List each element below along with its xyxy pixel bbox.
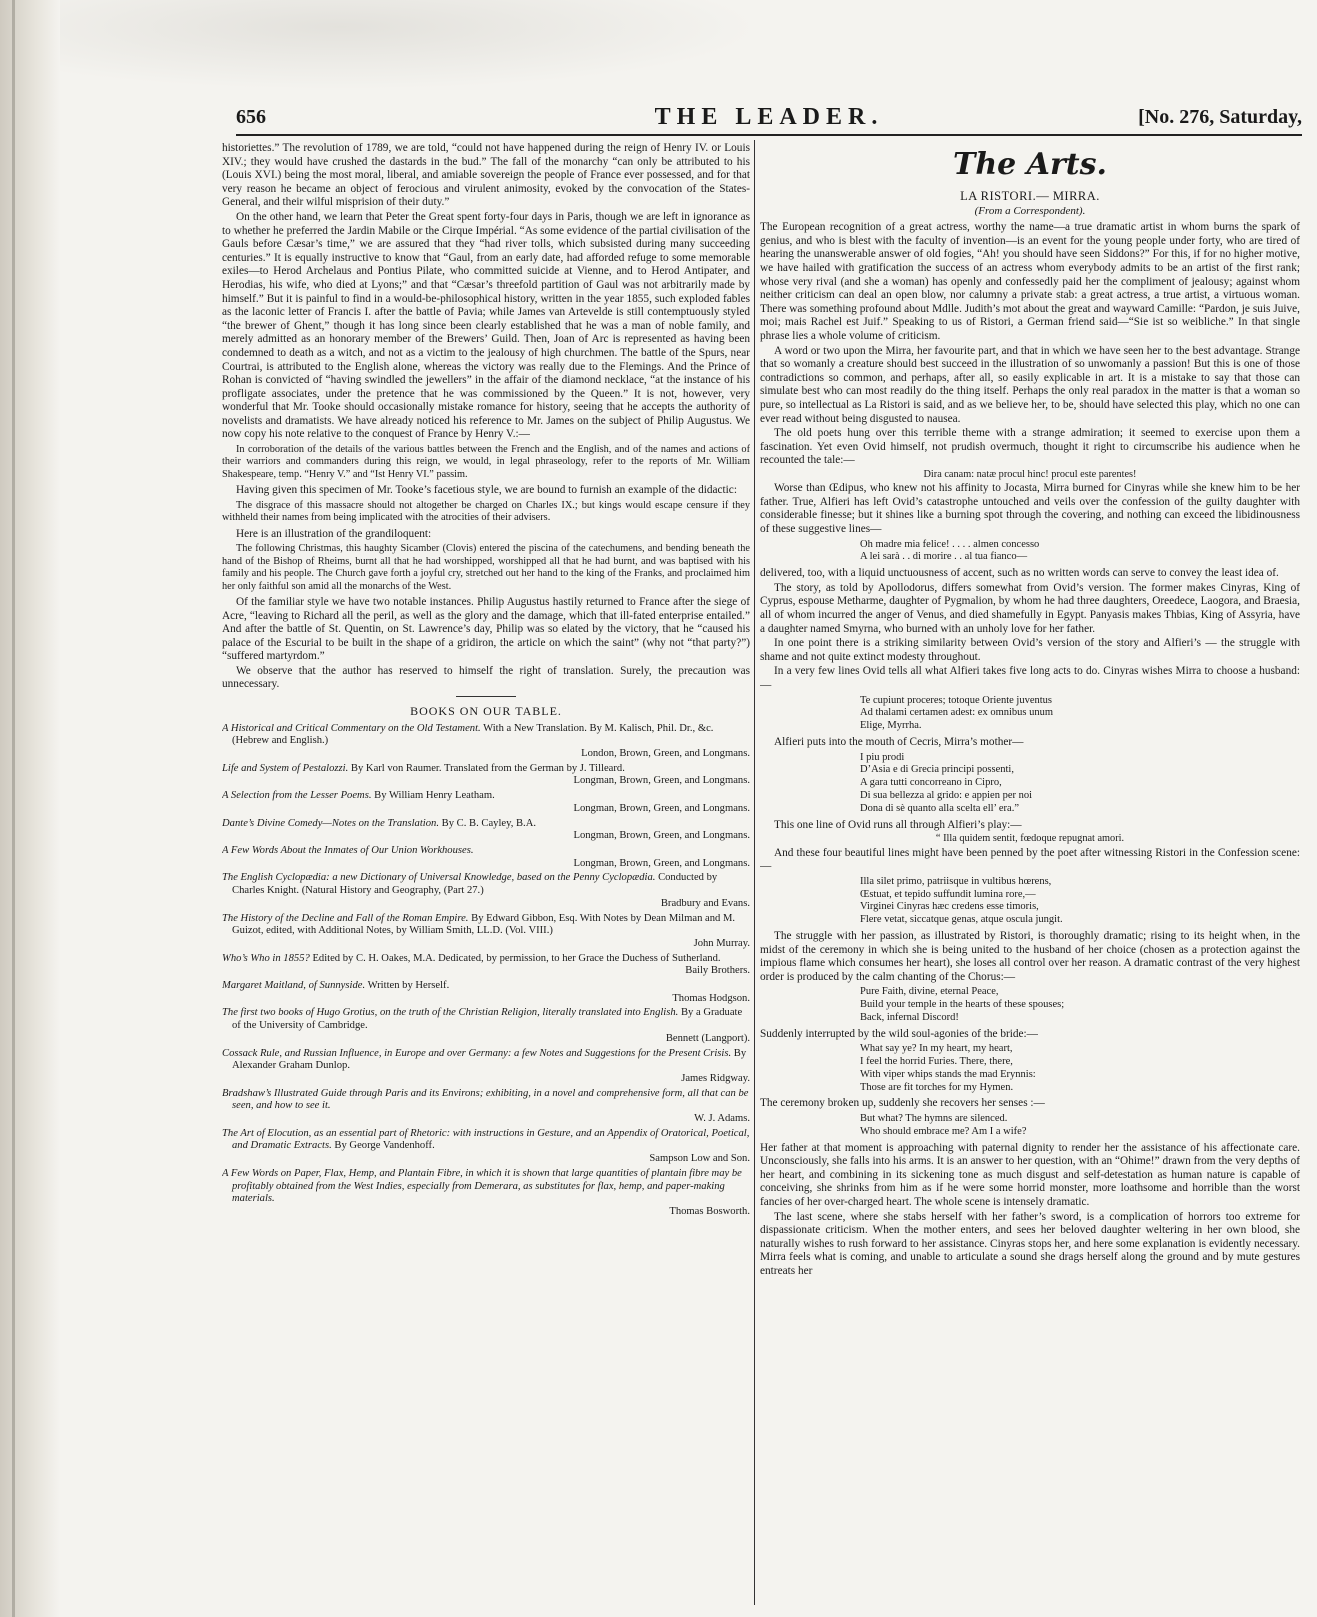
book-entry xyxy=(222,845,750,870)
book-entry xyxy=(222,1048,750,1086)
book-title: A Few Words on Paper, Flax, Hemp, and Plantain Fibre, in which it is shown that large quantities of plantain fibre may be profitably obtained from the West Indies, especially from Demerara, as substitutes for flax, hemp, and paper-making materials. xyxy=(222,1167,742,1205)
book-publisher: Thomas Bosworth. xyxy=(669,1205,750,1217)
verse-block xyxy=(860,876,1300,927)
block-quote: The disgrace of this massacre should not altogether be charged on Charles IX.; but kings would escape censure if they withheld their names from being implicated with the atrocities of their advisers. xyxy=(222,499,750,524)
book-publisher: Longman, Brown, Green, and Longmans. xyxy=(573,775,750,787)
book-detail: Written by Herself. xyxy=(367,980,450,992)
column-divider xyxy=(754,140,755,1605)
block-quote: The following Christmas, this haughty Sicamber (Clovis) entered the piscina of the catechumens, and bending beneath the hand of the Bishop of Rheims, burnt all that he had worshipped, worshipped all that he had burnt, and was baptised with his family and his people. The Church gave forth a joyful cry, stretched out her hand to the king of the Franks, and proclaimed him her only faithful son amid all the monarchs of the West. xyxy=(222,543,750,592)
book-publisher: Longman, Brown, Green, and Longmans. xyxy=(573,802,750,814)
book-publisher: Bennett (Langport). xyxy=(665,1032,750,1044)
paragraph: Of the familiar style we have two notable instances. Philip Augustus hastily returned to France after the siege of Acre, “leaving to Richard all the peril, as well as the glory and the damage, which that ill-fated enterprise entailed.” And after the battle of St. Quentin, on St. Lawrence’s day, Philip was so elated by the victory, that he “caused his palace of the Escurial to be built in the shape of a gridiron, the article on which the saint” (why not “that party?”) “suffered martyrdom.” xyxy=(222,595,750,663)
paragraph: historiettes.” The revolution of 1789, we are told, “could not have happened during the reign of Henry IV. or Louis XIV.; they would have crushed the dastards in the bud.” The fall of the monarchy “can only be attributed to his (Louis XVI.) being the most moral, liberal, and amiable sovereign the people of France ever possessed, and for that very reason he became an object of ferocious and virulent animosity, evoked by the convocation of the States-General, and their wilful misprision of their duty.” xyxy=(222,142,750,209)
verse-block xyxy=(860,1043,1300,1094)
book-entry xyxy=(222,953,750,978)
book-detail: By George Vandenhoff. xyxy=(334,1140,435,1152)
book-publisher: Baily Brothers. xyxy=(685,965,750,977)
paragraph: Suddenly interrupted by the wild soul-agonies of the bride:— xyxy=(760,1027,1038,1040)
verse-line: Virginei Cinyras hæc credens esse timoris, xyxy=(860,901,1039,913)
verse-block xyxy=(860,752,1300,816)
verse-line: What say ye? In my heart, my heart, xyxy=(860,1043,1013,1055)
book-publisher: Thomas Hodgson. xyxy=(672,992,750,1004)
paragraph: And these four beautiful lines might have been penned by the poet after witnessing Ristori in the Confession scene:— xyxy=(760,846,1300,873)
book-title: A Historical and Critical Commentary on the Old Testament. xyxy=(222,722,481,734)
book-publisher: Sampson Low and Son. xyxy=(649,1153,750,1165)
article-title: LA RISTORI.— MIRRA. xyxy=(960,189,1100,203)
section-rule xyxy=(456,696,516,697)
section-title: The Arts. xyxy=(953,147,1107,182)
paragraph: In one point there is a striking similarity between Ovid’s version of the story and Alfieri’s — the struggle with shame and not quite extinct modesty throughout. xyxy=(760,637,1300,663)
book-detail: Conducted by Charles Knight. (Natural History and Geography, (Part 27.) xyxy=(232,872,718,897)
book-detail: By Karl von Raumer. Translated from the German by J. Tilleard. xyxy=(350,762,625,774)
paragraph: The last scene, where she stabs herself with her father’s sword, is a complication of horrors too extreme for dispassionate criticism. When the mother enters, and sees her beloved daughter weltering in her own blood, she naturally wishes to rush forward to her assistance. Cinyras stops her, and here some explanation is evidently necessary. Mirra feels what is coming, and unable to articulate a sound she drags herself along the ground and by mute gestures entreats her xyxy=(760,1210,1300,1278)
paragraph: The story, as told by Apollodorus, differs somewhat from Ovid’s version. The former makes Cinyras, King of Cyprus, espouse Metharme, daughter of Pygmalion, by whom he had three daughters, Oreedece, Laogora, and Braesia, all of whom incurred the anger of Venus, and died shamefully in Egypt. Panyasis makes Thbias, King of Assyria, have a daughter named Smyrna, who burned with an unholy love for her father. xyxy=(760,581,1300,635)
book-title: Who’s Who in 1855? xyxy=(222,952,310,964)
paragraph: The old poets hung over this terrible theme with a strange admiration; it seemed to exercise upon them a fascination. Yet even Ovid himself, not prudish overmuch, thought it right to circumscribe his audience when he recounted the tale:— xyxy=(760,427,1300,467)
book-entry xyxy=(222,763,750,788)
verse-block xyxy=(860,539,1300,565)
verse-line: Those are fit torches for my Hymen. xyxy=(860,1081,1014,1093)
book-publisher: London, Brown, Green, and Longmans. xyxy=(581,748,750,760)
book-publisher: Longman, Brown, Green, and Longmans. xyxy=(573,830,750,842)
book-entry xyxy=(222,790,750,815)
book-entry xyxy=(222,1128,750,1166)
page-binding-shadow xyxy=(0,0,60,1617)
verse-block xyxy=(860,695,1300,733)
book-entry xyxy=(222,723,750,761)
book-publisher: Bradbury and Evans. xyxy=(660,897,750,909)
right-column xyxy=(760,142,1300,1604)
left-column xyxy=(222,142,750,1604)
verse-line: Dira canam: natæ procul hinc! procul este parentes! xyxy=(923,468,1137,480)
verse-line: Elige, Myrrha. xyxy=(860,720,922,732)
page-header xyxy=(236,106,1302,136)
verse-line: Œstuat, et tepido suffundit lumina rore,— xyxy=(860,888,1036,900)
paragraph: A word or two upon the Mirra, her favourite part, and that in which we have seen her to the best advantage. Strange that so womanly a creature should best succeed in the illustration of so unwomanly a passion! But this is one of those contradictions so common, and perhaps, after all, so easily explicable in art. It is a mistake to say that those can simulate best who can most readily do the thing itself. Perhaps the only real paradox in the matter is that a woman so pure, so intellectual as La Ristori is said, and as we believe her, to be, should have selected this play, which no one can ever read without being disgusted to nausea. xyxy=(760,344,1300,425)
verse-line: Flere vetat, siccatque genas, atque oscula jungit. xyxy=(860,914,1063,926)
paragraph: The ceremony broken up, suddenly she recovers her senses :— xyxy=(760,1097,1045,1110)
paragraph: delivered, too, with a liquid unctuousness of accent, such as no written words can serve to convey the least idea of. xyxy=(760,567,1279,580)
books-section-title: BOOKS ON OUR TABLE. xyxy=(410,704,562,719)
book-detail: With a New Translation. By M. Kalisch, Phil. Dr., &c. (Hebrew and English.) xyxy=(232,722,714,747)
paragraph: The struggle with her passion, as illustrated by Ristori, is thoroughly dramatic; rising to its height when, in the midst of the ceremony in which she is being united to the husband of her choice (chosen as a protection against the impious flame which consumes her heart), she loses all control over her reason. A dramatic contrast of the very highest order is produced by the calm chanting of the Chorus:— xyxy=(760,929,1300,983)
paragraph: Worse than Œdipus, who knew not his affinity to Jocasta, Mirra burned for Cinyras while she knew him to be her father. True, Alfieri has left Ovid’s catastrophe untouched and veils over the confession of the guilty daughter with considerable finesse; but it shines like a burning spot through the covering, and nothing can exceed the libidinousness of these suggestive lines— xyxy=(760,482,1300,536)
block-quote: In corroboration of the details of the various battles between the French and the English, and of the names and actions of their warriors and commanders during this reign, we would, in legal phraseology, refer to the reports of Mr. William Shakespeare, temp. “Henry V.” and “Ist Henry VI.” passim. xyxy=(222,444,750,480)
book-detail: By William Henry Leatham. xyxy=(374,790,495,802)
verse-line: With viper whips stands the mad Erynnis: xyxy=(860,1068,1036,1080)
book-entry xyxy=(222,913,750,951)
book-publisher: John Murray. xyxy=(693,937,750,949)
book-title: Life and System of Pestalozzi. xyxy=(222,762,349,774)
verse-line: Build your temple in the hearts of these spouses; xyxy=(860,999,1065,1011)
book-publisher: W. J. Adams. xyxy=(694,1113,750,1125)
book-entry xyxy=(222,1168,750,1219)
byline: (From a Correspondent). xyxy=(974,204,1086,217)
book-list xyxy=(222,723,750,1219)
page-number: 656 xyxy=(236,106,266,128)
book-title: Margaret Maitland, of Sunnyside. xyxy=(222,980,366,992)
verse-line: Back, infernal Discord! xyxy=(860,1011,959,1023)
paper-stain xyxy=(60,0,760,90)
verse-line: Ad thalami certamen adest: ex omnibus unum xyxy=(860,707,1054,719)
verse-block xyxy=(860,986,1300,1024)
book-detail: By C. B. Cayley, B.A. xyxy=(441,817,537,829)
book-title: The first two books of Hugo Grotius, on the truth of the Christian Religion, literally translated into English. xyxy=(222,1007,679,1019)
verse-line: I piu prodi xyxy=(860,751,905,763)
verse-line: “ Illa quidem sentit, fœdoque repugnat amori. xyxy=(935,833,1125,845)
book-detail: By Edward Gibbon, Esq. With Notes by Dean Milman and M. Guizot, edited, with Additional Notes, by William Smith, LL.D. (Vol. VIII.) xyxy=(232,912,736,937)
paragraph: Alfieri puts into the mouth of Cecris, Mirra’s mother— xyxy=(774,735,1024,748)
book-detail: By Alexander Graham Dunlop. xyxy=(232,1047,747,1072)
verse-line: But what? The hymns are silenced. xyxy=(860,1113,1008,1125)
paragraph: Here is an illustration of the grandiloquent: xyxy=(236,527,432,540)
book-entry xyxy=(222,872,750,910)
paragraph: The European recognition of a great actress, worthy the name—a true dramatic artist in whom burns the spark of genius, and who is blest with the faculty of invention—is an event for the young people under forty, who are tired of hearing the unanswerable answer of old fogies, “Ah! you should have seen Siddons?” For this, if for no higher motive, we have hailed with gratification the success of an actress whom everybody admits to be an artist of the first rank; whose very rival (and she a woman) has openly and confessedly paid her the compliment of jealousy; against whom neither criticism can deal an open blow, nor calumny a private stab: a great actress, a true artist, a virtuous woman. There was something profound about Mdlle. Judith’s mot about the great and wayward Camille: “Pardon, je suis Juive, moi; mais Rachel est Juif.” Speaking to us of Ristori, a German friend said—“Sie ist so weibliche.” In that single phrase lies a whole volume of criticism. xyxy=(760,221,1300,342)
book-detail: By a Graduate of the University of Cambridge. xyxy=(232,1007,743,1032)
verse-block xyxy=(860,1113,1300,1139)
paragraph: On the other hand, we learn that Peter the Great spent forty-four days in Paris, though we are left in ignorance as to whether he preferred the Jardin Mabile or the Cirque Impérial. “As some evidence of the partial civilisation of the Gauls before Cæsar’s time,” we are assured that they “had river tolls, which subsisted during many succeeding centuries.” It is equally instructive to know that “Gaul, from an early date, had afforded refuge to some memorable exiles—to Herod Archelaus and Pontius Pilate, who committed suicide at Vienne, and to Herod Antipater, and Herodias, his wife, who died at Lyons;” and that “Cæsar’s threefold partition of Gaul was not arbitrarily made by himself.” But it is painful to find in a would-be-philosophical history, written in the year 1855, such exploded fables as the laconic letter of Francis I. after the battle of Pavia; while James van Artevelde is still contemptuously styled “the brewer of Ghent,” though it has long since been clearly established that he was a man of noble family, and merely admitted as an honorary member of the Brewers’ Guild. Then, Joan of Arc is represented as having been condemned to death as a witch, and not as a victim to the jealousy of high churchmen. The battle of the Spurs, near Courtrai, is attributed to the English alone, whereas the victory was really due to the Flemings. And the Prince of Rohan is convicted of “having swindled the jewellers” in the affair of the diamond necklace, “at the instance of his profligate associates, under the pretence that he was commissioned by the Queen.” It is not, however, very wonderful that Mr. Tooke should occasionally mistake romance for history, seeing that he accepts the authority of novelists and dramatists. We have already noticed his reference to Mr. James on the subject of Philip Augustus. We now copy his note relative to the conquest of France by Henry V.:— xyxy=(222,210,750,441)
paragraph: Her father at that moment is approaching with paternal dignity to render her the assistance of his affectionate care. Unconsciously, she falls into his arms. It is an answer to her question, with an “Ohime!” drawn from the very depths of her heart, and combining in its sickening tone as much disgust and self-detestation as human nature is capable of conceiving, she shrinks from him as if he were some horrid monster, more loathsome and horrible than the worst fancies of her over-charged heart. The whole scene is intensely dramatic. xyxy=(760,1141,1300,1209)
paragraph: We observe that the author has reserved to himself the right of translation. Surely, the precaution was unnecessary. xyxy=(222,664,750,691)
book-title: Dante’s Divine Comedy—Notes on the Translation. xyxy=(222,817,439,829)
book-title: A Selection from the Lesser Poems. xyxy=(222,790,372,802)
book-entry xyxy=(222,1088,750,1126)
verse-line: D’Asia e di Grecia principi possenti, xyxy=(860,764,1014,776)
book-title: The English Cyclopædia: a new Dictionary of Universal Knowledge, based on the Penny Cyclopædia. xyxy=(222,872,656,884)
book-detail: Edited by C. H. Oakes, M.A. Dedicated, by permission, to her Grace the Duchess of Sutherland. xyxy=(312,952,721,964)
verse-line: Pure Faith, divine, eternal Peace, xyxy=(860,986,999,998)
book-title: Cossack Rule, and Russian Influence, in Europe and over Germany: a few Notes and Suggestions for the Present Crisis. xyxy=(222,1047,732,1059)
verse-line: Oh madre mia felice! . . . . almen concesso xyxy=(860,538,1040,550)
paragraph: This one line of Ovid runs all through Alfieri’s play:— xyxy=(774,818,1022,831)
verse-line: Di sua bellezza al grido: e appien per noi xyxy=(860,789,1033,801)
book-publisher: Longman, Brown, Green, and Longmans. xyxy=(573,857,750,869)
book-entry xyxy=(222,818,750,843)
book-publisher: James Ridgway. xyxy=(681,1072,750,1084)
book-title: The History of the Decline and Fall of the Roman Empire. xyxy=(222,912,469,924)
verse-line: A lei sarà . . di morire . . al tua fianco— xyxy=(860,551,1028,563)
verse-line: Who should embrace me? Am I a wife? xyxy=(860,1125,1027,1137)
verse-line: A gara tutti concorreano in Cipro, xyxy=(860,777,1002,789)
verse-line: Dona di sè quanto alla scelta ell’ era.” xyxy=(860,802,1019,814)
issue-line: [No. 276, Saturday, xyxy=(1138,106,1302,128)
paragraph: Having given this specimen of Mr. Tooke’s facetious style, we are bound to furnish an example of the didactic: xyxy=(236,484,737,497)
book-title: The Art of Elocution, as an essential part of Rhetoric: with instructions in Gesture, and an Appendix of Oratorical, Poetical, and Dramatic Extracts. xyxy=(222,1127,750,1152)
book-title: A Few Words About the Inmates of Our Union Workhouses. xyxy=(222,844,474,856)
verse-line: Te cupiunt proceres; totoque Oriente juventus xyxy=(860,694,1052,706)
verse-line: Illa silet primo, patriisque in vultibus hœrens, xyxy=(860,875,1052,887)
verse-line: I feel the horrid Furies. There, there, xyxy=(860,1056,1013,1068)
paragraph: In a very few lines Ovid tells all what Alfieri takes five long acts to do. Cinyras wishes Mirra to choose a husband:— xyxy=(760,665,1300,691)
book-entry xyxy=(222,980,750,1005)
book-entry xyxy=(222,1007,750,1045)
masthead: THE LEADER. xyxy=(654,104,884,130)
book-title: Bradshaw’s Illustrated Guide through Paris and its Environs; exhibiting, in a novel and comprehensive form, all that can be seen, and how to see it. xyxy=(222,1087,749,1112)
